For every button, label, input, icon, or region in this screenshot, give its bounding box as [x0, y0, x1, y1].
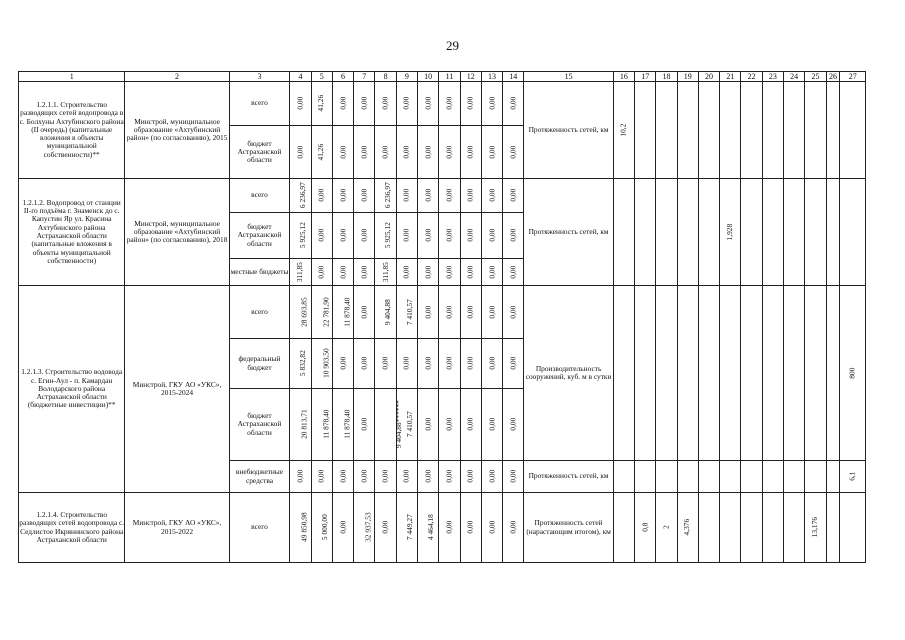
- indicator-value: 13,176: [805, 493, 826, 563]
- page-number: 29: [446, 38, 459, 53]
- amount-cell: 11 878,40: [332, 286, 353, 339]
- amount-cell: 0,00: [332, 493, 353, 563]
- amount-cell: 0,00: [460, 493, 481, 563]
- amount-cell: 0,00: [503, 389, 524, 461]
- measure-name: 1.2.1.4. Строительство разводящих сетей водопровода с. Седлистое Икрянинского района Астраханской области: [19, 493, 125, 563]
- col-header: 21: [720, 72, 741, 82]
- col-header: 26: [826, 72, 840, 82]
- amount-cell: 0,00: [439, 82, 460, 126]
- funding-source: всего: [229, 82, 290, 126]
- amount-cell: 0,00: [332, 213, 353, 259]
- col-header: 5: [311, 72, 332, 82]
- amount-cell: 0,00: [481, 259, 502, 286]
- amount-cell: 0,00: [418, 461, 439, 493]
- amount-cell: 0,00: [332, 339, 353, 389]
- indicator-name: Протяженность сетей (нарастающим итогом), км: [524, 493, 613, 563]
- amount-cell: 0,00: [503, 82, 524, 126]
- col-header: 25: [805, 72, 826, 82]
- row-1-2-1-3-total: [19, 286, 866, 339]
- amount-cell: 0,00: [354, 213, 375, 259]
- row-1-2-1-2-total: [19, 179, 866, 213]
- amount-cell: 0,00: [460, 213, 481, 259]
- row-1-2-1-4-total: [19, 493, 866, 563]
- amount-cell: 10 903,50: [311, 339, 332, 389]
- col-header: 16: [613, 72, 634, 82]
- col-header: 7: [354, 72, 375, 82]
- amount-cell: 0,00: [418, 286, 439, 339]
- funding-source: всего: [229, 179, 290, 213]
- amount-cell: 0,00: [290, 461, 311, 493]
- amount-cell: 0,00: [439, 286, 460, 339]
- amount-cell: 0,00: [418, 259, 439, 286]
- col-header: 9: [396, 72, 417, 82]
- amount-cell: 0,00: [503, 259, 524, 286]
- col-header: 20: [698, 72, 719, 82]
- measure-name: 1.2.1.2. Водопровод от станции II-го подъёма г. Знаменск до с. Капустин Яр ул. Красина Ахтубинского района Астраханской области (капитальные вложения в объекты муниципальной собственности): [19, 179, 125, 286]
- amount-cell: 0,00: [418, 82, 439, 126]
- indicator-value: 0,8: [635, 493, 656, 563]
- amount-cell: 311,85: [375, 259, 396, 286]
- amount-cell: 7 449,27: [396, 493, 417, 563]
- amount-cell: 6 236,97: [290, 179, 311, 213]
- amount-cell: 0,00: [481, 126, 502, 179]
- col-header: 10: [418, 72, 439, 82]
- indicator-value: 2: [656, 493, 677, 563]
- col-header: 27: [840, 72, 866, 82]
- amount-cell: 0,00: [481, 339, 502, 389]
- amount-cell: 11 878,40: [332, 389, 353, 461]
- funding-source: бюджет Астраханской области: [229, 213, 290, 259]
- amount-cell: 6 236,97: [375, 179, 396, 213]
- amount-cell: 0,00: [311, 213, 332, 259]
- amount-cell: 0,00: [290, 126, 311, 179]
- amount-cell: 0,00: [354, 82, 375, 126]
- funding-source: бюджет Астраханской области: [229, 389, 290, 461]
- amount-cell: 20 813,71: [290, 389, 311, 461]
- amount-cell: 41,26: [311, 82, 332, 126]
- amount-cell: 0,00: [375, 126, 396, 179]
- amount-cell: 0,00: [396, 213, 417, 259]
- amount-cell: 0,00: [460, 286, 481, 339]
- amount-cell: 0,00: [311, 179, 332, 213]
- col-header: 19: [677, 72, 698, 82]
- col-header: 8: [375, 72, 396, 82]
- column-number-row: [19, 72, 866, 82]
- amount-cell: 0,00: [503, 493, 524, 563]
- amount-cell: 0,00: [481, 213, 502, 259]
- col-header: 6: [332, 72, 353, 82]
- amount-cell: 11 878,40: [311, 389, 332, 461]
- amount-cell: 0,00: [396, 259, 417, 286]
- funding-source: всего: [229, 286, 290, 339]
- amount-cell: 0,00: [439, 339, 460, 389]
- col-header: 22: [741, 72, 762, 82]
- amount-cell: 0,00: [354, 179, 375, 213]
- amount-cell: 0,00: [311, 461, 332, 493]
- col-header: 2: [125, 72, 229, 82]
- executor: Минстрой, ГКУ АО «УКС», 2015-2024: [125, 286, 229, 493]
- funding-source: федеральный бюджет: [229, 339, 290, 389]
- amount-cell: 0,00: [460, 179, 481, 213]
- amount-cell: 0,00: [503, 339, 524, 389]
- amount-cell: 7 410,57: [396, 389, 417, 461]
- col-header: 3: [229, 72, 290, 82]
- col-header: 12: [460, 72, 481, 82]
- amount-cell: 5 000,00: [311, 493, 332, 563]
- amount-cell: 0,00: [332, 461, 353, 493]
- amount-cell: 0,00: [481, 389, 502, 461]
- amount-cell: 311,85: [290, 259, 311, 286]
- col-header: 11: [439, 72, 460, 82]
- col-header: 17: [635, 72, 656, 82]
- amount-cell: 0,00: [375, 461, 396, 493]
- amount-cell: 0,00: [439, 389, 460, 461]
- funding-source: местные бюджеты: [229, 259, 290, 286]
- amount-cell: 9 404,88: [375, 286, 396, 339]
- amount-cell: 41,26: [311, 126, 332, 179]
- amount-cell: 0,00: [354, 461, 375, 493]
- amount-cell: 0,00: [503, 126, 524, 179]
- amount-cell: 49 850,98: [290, 493, 311, 563]
- amount-cell: 0,00: [418, 213, 439, 259]
- amount-cell: 0,00: [354, 286, 375, 339]
- amount-cell: 0,00: [354, 339, 375, 389]
- amount-cell: 5 925,12: [290, 213, 311, 259]
- amount-cell: 32 937,53: [354, 493, 375, 563]
- amount-cell: 0,00: [396, 339, 417, 389]
- indicator-value: 4,376: [677, 493, 698, 563]
- amount-cell: 0,00: [375, 339, 396, 389]
- amount-cell: 0,00: [396, 461, 417, 493]
- amount-cell: 0,00: [396, 126, 417, 179]
- amount-cell: 0,00: [439, 126, 460, 179]
- indicator-name: Производительность сооружений, куб. м в сутки: [524, 286, 613, 461]
- amount-cell: 0,00: [481, 461, 502, 493]
- amount-cell: 0,00: [396, 179, 417, 213]
- amount-cell: 0,00: [332, 82, 353, 126]
- amount-cell: 0,00: [375, 493, 396, 563]
- amount-cell: 28 693,85: [290, 286, 311, 339]
- amount-cell: 0,00: [503, 213, 524, 259]
- measure-name: 1.2.1.1. Строительство разводящих сетей водопровода в с. Болхуны Ахтубинского района (II очередь) (капитальные вложения в объекты муниципальной собственности)**: [19, 82, 125, 179]
- amount-cell: 0,00: [375, 82, 396, 126]
- executor: Минстрой, муниципальное образование «Ахтубинский район» (по согласованию), 2018: [125, 179, 229, 286]
- indicator-name: Протяженность сетей, км: [524, 82, 613, 179]
- measure-name: 1.2.1.3. Строительство водовода с. Егин-Аул - п. Камардан Володарского района Астраханской области (бюджетные инвестиции)**: [19, 286, 125, 493]
- amount-cell: 0,00: [418, 126, 439, 179]
- amount-cell: 0,00: [332, 126, 353, 179]
- amount-cell: 0,00: [396, 82, 417, 126]
- indicator-value: 1,928: [720, 179, 741, 286]
- amount-cell: 0,00: [354, 126, 375, 179]
- col-header: 18: [656, 72, 677, 82]
- amount-cell: 0,00: [418, 339, 439, 389]
- funding-source: внебюджетные средства: [229, 461, 290, 493]
- amount-cell: 7 410,57: [396, 286, 417, 339]
- amount-cell: 0,00: [290, 82, 311, 126]
- col-header: 24: [784, 72, 805, 82]
- amount-cell: 0,00: [332, 179, 353, 213]
- amount-cell: 0,00: [460, 339, 481, 389]
- amount-cell: 0,00: [439, 493, 460, 563]
- amount-cell: 0,00: [439, 179, 460, 213]
- amount-cell: 0,00: [481, 179, 502, 213]
- amount-cell: 4 464,18: [418, 493, 439, 563]
- amount-cell: 9 404,88******: [375, 389, 396, 461]
- amount-cell: 0,00: [332, 259, 353, 286]
- amount-cell: 0,00: [418, 179, 439, 213]
- amount-cell: 0,00: [439, 461, 460, 493]
- amount-cell: 0,00: [460, 82, 481, 126]
- amount-cell: 0,00: [460, 389, 481, 461]
- funding-source: всего: [229, 493, 290, 563]
- amount-cell: 5 832,82: [290, 339, 311, 389]
- amount-cell: 0,00: [460, 259, 481, 286]
- col-header: 4: [290, 72, 311, 82]
- amount-cell: 0,00: [481, 82, 502, 126]
- col-header: 23: [762, 72, 783, 82]
- indicator-value: 800: [840, 286, 866, 461]
- amount-cell: 0,00: [439, 213, 460, 259]
- amount-cell: 0,00: [354, 389, 375, 461]
- amount-cell: 0,00: [481, 286, 502, 339]
- indicator-value: 6,1: [840, 461, 866, 493]
- amount-cell: 0,00: [418, 389, 439, 461]
- amount-cell: 0,00: [481, 493, 502, 563]
- amount-cell: 0,00: [503, 179, 524, 213]
- indicator-name: Протяженность сетей, км: [524, 461, 613, 493]
- indicator-value: 10,2: [613, 82, 634, 179]
- col-header: 15: [524, 72, 613, 82]
- executor: Минстрой, муниципальное образование «Ахтубинский район» (по согласованию), 2015: [125, 82, 229, 179]
- col-header: 13: [481, 72, 502, 82]
- amount-cell: 0,00: [460, 461, 481, 493]
- amount-cell: 5 925,12: [375, 213, 396, 259]
- amount-cell: 22 781,90: [311, 286, 332, 339]
- row-1-2-1-1-total: [19, 82, 866, 126]
- program-table: [18, 71, 866, 563]
- amount-cell: 0,00: [354, 259, 375, 286]
- amount-cell: 0,00: [460, 126, 481, 179]
- executor: Минстрой, ГКУ АО «УКС», 2015-2022: [125, 493, 229, 563]
- amount-cell: 0,00: [503, 286, 524, 339]
- indicator-name: Протяженность сетей, км: [524, 179, 613, 286]
- amount-cell: 0,00: [503, 461, 524, 493]
- col-header: 1: [19, 72, 125, 82]
- amount-cell: 0,00: [311, 259, 332, 286]
- col-header: 14: [503, 72, 524, 82]
- amount-cell: 0,00: [439, 259, 460, 286]
- funding-source: бюджет Астраханской области: [229, 126, 290, 179]
